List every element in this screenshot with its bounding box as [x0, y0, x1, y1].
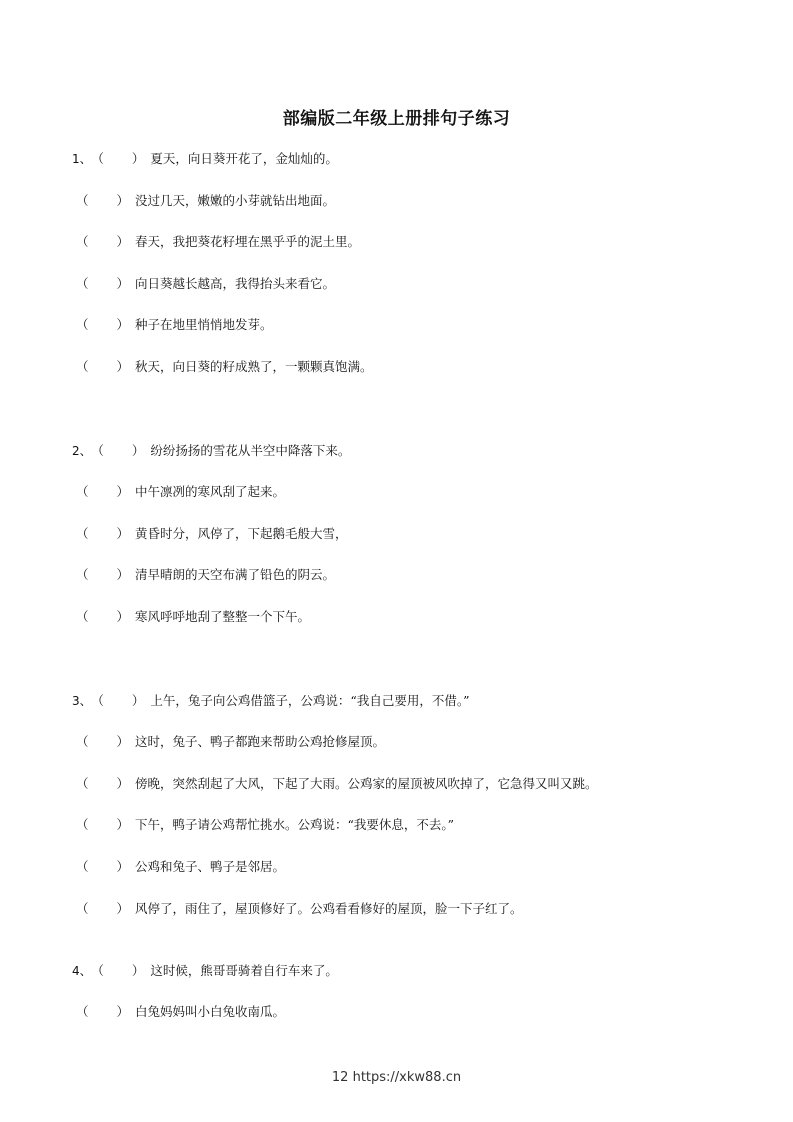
question-line: [72, 1004, 285, 1020]
answer-blank-close: ）: [131, 443, 145, 458]
sentence-text: 向日葵越长越高，我得抬头来看它。: [135, 276, 336, 291]
answer-blank-open: （: [76, 567, 89, 582]
answer-blank-open: （: [97, 151, 104, 166]
question-line: [72, 151, 338, 167]
sentence-text: 种子在地里悄悄地发芽。: [135, 317, 273, 332]
sentence-text: 纷纷扬扬的雪花从半空中降落下来。: [150, 443, 351, 458]
sentence-text: 下午，鸭子请公鸡帮忙挑水。公鸡说：“我要休息，不去。”: [135, 817, 455, 832]
sentence-text: 没过几天，嫩嫩的小芽就钻出地面。: [135, 193, 336, 208]
question-number: 3、: [72, 694, 92, 708]
question-line: [72, 443, 350, 459]
question-line: [72, 317, 273, 333]
answer-blank-close: ）: [116, 567, 130, 582]
sentence-text: 春天，我把葵花籽埋在黑乎乎的泥土里。: [135, 234, 361, 249]
question-line: [72, 693, 469, 709]
answer-blank-close: ）: [131, 693, 145, 708]
answer-blank-close: ）: [116, 817, 130, 832]
answer-blank-close: ）: [116, 734, 130, 749]
answer-blank-open: （: [76, 193, 89, 208]
sentence-text: 公鸡和兔子、鸭子是邻居。: [135, 859, 286, 874]
question-line: [72, 776, 598, 792]
question-number: 4、: [72, 964, 92, 978]
answer-blank-close: ）: [116, 359, 130, 374]
question-line: [72, 734, 385, 750]
sentence-text: 寒风呼呼地刮了整整一个下午。: [135, 609, 311, 624]
answer-blank-close: ）: [116, 193, 130, 208]
answer-blank-close: ）: [116, 234, 130, 249]
answer-blank-close: ）: [116, 317, 130, 332]
answer-blank-open: （: [76, 276, 89, 291]
question-line: [72, 963, 338, 979]
sentence-text: 这时候，熊哥哥骑着自行车来了。: [150, 963, 338, 978]
answer-blank-close: ）: [131, 963, 145, 978]
sentence-text: 这时，兔子、鸭子都跑来帮助公鸡抢修屋顶。: [135, 734, 386, 749]
question-line: [72, 484, 285, 500]
sentence-text: 白兔妈妈叫小白兔收南瓜。: [135, 1004, 286, 1019]
answer-blank-open: （: [76, 859, 89, 874]
answer-blank-open: （: [76, 609, 89, 624]
answer-blank-close: ）: [116, 276, 130, 291]
answer-blank-close: ）: [116, 1004, 130, 1019]
answer-blank-open: （: [76, 484, 89, 499]
answer-blank-close: ）: [116, 484, 130, 499]
sentence-text: 黄昏时分，风停了，下起鹅毛般大雪，: [135, 526, 348, 541]
question-line: [72, 359, 373, 375]
question-line: [72, 817, 454, 833]
question-line: [72, 901, 523, 917]
sentence-text: 风停了，雨住了，屋顶修好了。公鸡看看修好的屋顶，脸一下子红了。: [135, 901, 523, 916]
answer-blank-close: ）: [131, 151, 145, 166]
answer-blank-open: （: [76, 817, 89, 832]
answer-blank-open: （: [76, 526, 89, 541]
question-number: 2、: [72, 444, 92, 458]
answer-blank-open: （: [76, 734, 89, 749]
question-line: [72, 193, 335, 209]
answer-blank-open: （: [76, 359, 89, 374]
sentence-text: 秋天，向日葵的籽成熟了，一颗颗真饱满。: [135, 359, 373, 374]
answer-blank-close: ）: [116, 859, 130, 874]
page-title: 部编版二年级上册排句子练习: [282, 109, 511, 129]
question-number: 1、: [72, 152, 92, 166]
sentence-text: 上午，兔子向公鸡借篮子，公鸡说：“我自己要用，不借。”: [150, 693, 470, 708]
answer-blank-open: （: [76, 317, 89, 332]
answer-blank-open: （: [97, 443, 104, 458]
answer-blank-close: ）: [116, 776, 130, 791]
answer-blank-open: （: [76, 901, 89, 916]
answer-blank-open: （: [76, 234, 89, 249]
sentence-text: 傍晚，突然刮起了大风，下起了大雨。公鸡家的屋顶被风吹掉了，它急得又叫又跳。: [135, 776, 598, 791]
answer-blank-open: （: [97, 963, 104, 978]
answer-blank-open: （: [97, 693, 104, 708]
answer-blank-close: ）: [116, 526, 130, 541]
question-line: [72, 276, 335, 292]
question-line: [72, 609, 310, 625]
page-footer: 12 https://xkw88.cn: [331, 1070, 462, 1085]
sentence-text: 中午凛冽的寒风刮了起来。: [135, 484, 286, 499]
question-line: [72, 234, 360, 250]
question-line: [72, 859, 285, 875]
answer-blank-close: ）: [116, 609, 130, 624]
answer-blank-close: ）: [116, 901, 130, 916]
question-line: [72, 526, 348, 542]
sentence-text: 夏天，向日葵开花了，金灿灿的。: [150, 151, 338, 166]
sentence-text: 清早晴朗的天空布满了铅色的阴云。: [135, 567, 336, 582]
answer-blank-open: （: [76, 776, 89, 791]
question-line: [72, 567, 335, 583]
answer-blank-open: （: [76, 1004, 89, 1019]
